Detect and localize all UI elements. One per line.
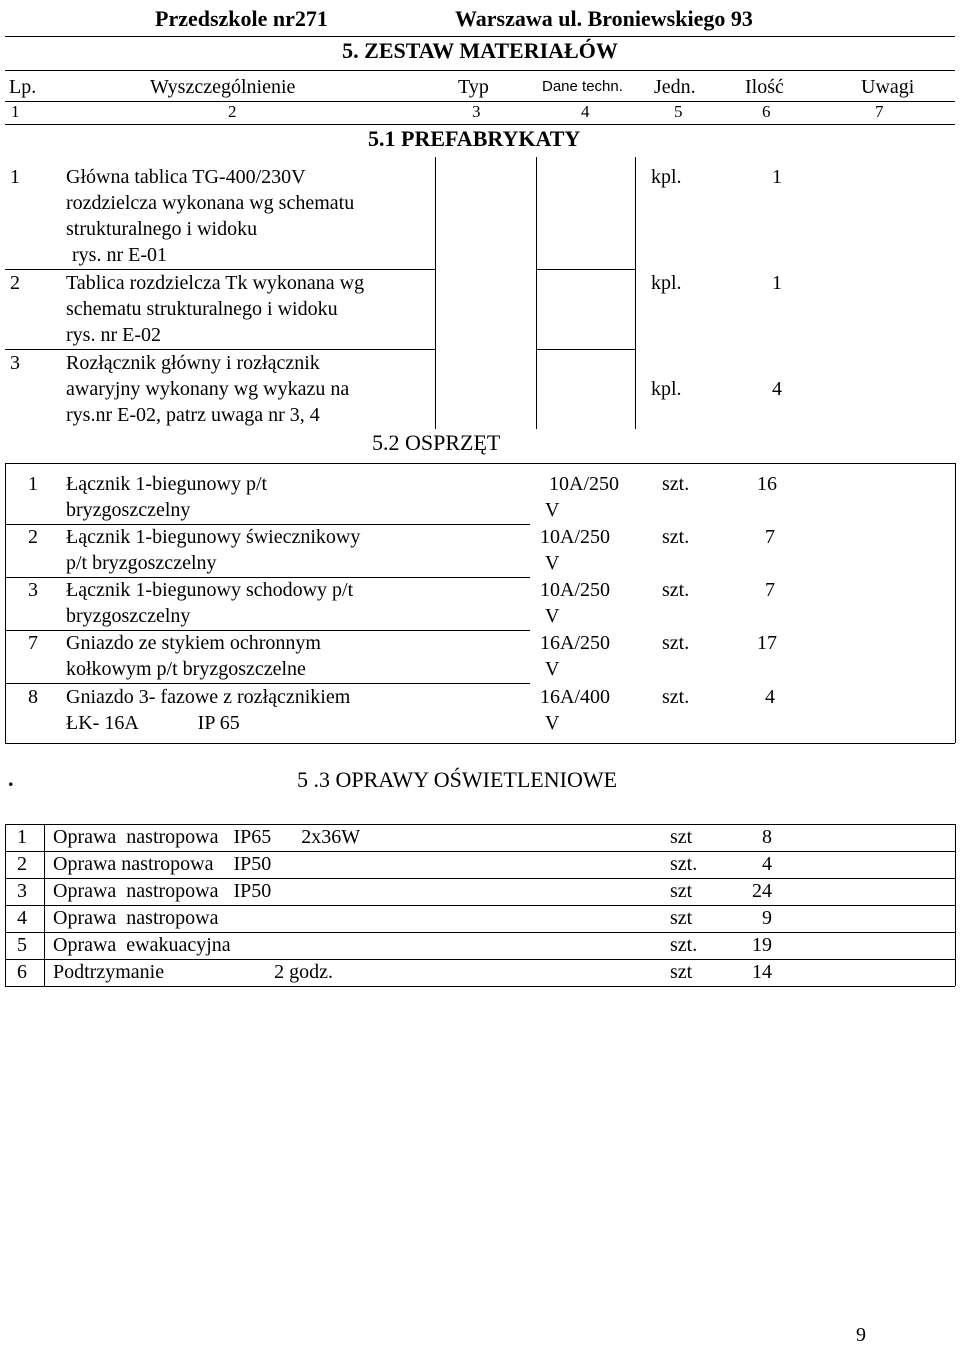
row-tech-data: 10A/250 [540, 579, 610, 601]
table-row-quantity: 8 [762, 826, 772, 848]
row-description: Tablica rozdzielcza Tk wykonana wg [66, 272, 365, 294]
divider [5, 743, 955, 744]
divider [5, 630, 530, 631]
divider [5, 824, 6, 986]
row-lp: 7 [28, 632, 38, 654]
row-description: awaryjny wykonany wg wykazu na [66, 378, 350, 400]
col-header-lp: Lp. [9, 76, 37, 98]
row-description: bryzgoszczelny [66, 605, 191, 627]
divider [5, 70, 955, 71]
divider [955, 463, 956, 743]
row-unit: kpl. [651, 272, 682, 294]
row-description: p/t bryzgoszczelny [66, 552, 217, 574]
row-tech-data: 16A/250 [540, 632, 610, 654]
table-row-quantity: 4 [762, 853, 772, 875]
table-row-quantity: 24 [752, 880, 772, 902]
row-description: kołkowym p/t bryzgoszczelne [66, 658, 306, 680]
table-row-name: Oprawa nastropowa [53, 907, 219, 929]
row-quantity: 16 [757, 473, 777, 495]
page-number: 9 [856, 1324, 866, 1346]
table-row-lp: 6 [17, 961, 27, 983]
table-row-quantity: 19 [752, 934, 772, 956]
col-number: 1 [11, 102, 20, 121]
row-lp: 3 [10, 352, 20, 374]
divider [5, 959, 955, 960]
table-row-name: Oprawa ewakuacyjna [53, 934, 231, 956]
row-quantity: 17 [757, 632, 777, 654]
section-title-osprzet: 5.2 OSPRZĘT [372, 430, 501, 455]
table-row-name: Oprawa nastropowa IP50 [53, 853, 272, 875]
divider [5, 524, 530, 525]
row-tech-data: V [545, 552, 560, 574]
row-description: rys.nr E-02, patrz uwaga nr 3, 4 [66, 404, 320, 426]
row-lp: 1 [10, 166, 20, 188]
row-description: Główna tablica TG-400/230V [66, 166, 306, 188]
row-quantity: 1 [772, 272, 782, 294]
row-tech-data: 16A/400 [540, 686, 610, 708]
row-unit: szt. [662, 579, 690, 601]
row-unit: kpl. [651, 166, 682, 188]
col-number: 7 [875, 102, 884, 121]
row-description: strukturalnego i widoku [66, 218, 258, 240]
table-row-name: Oprawa nastropowa IP65 2x36W [53, 826, 361, 848]
divider [5, 986, 955, 987]
divider [536, 157, 537, 429]
row-quantity: 4 [765, 686, 775, 708]
row-unit: szt. [662, 473, 690, 495]
table-row-unit: szt. [670, 853, 698, 875]
table-row-quantity: 9 [762, 907, 772, 929]
row-description: rozdzielcza wykonana wg schematu [66, 192, 355, 214]
divider [536, 269, 635, 270]
col-number: 2 [228, 102, 237, 121]
divider [5, 851, 955, 852]
col-header-dane: Dane techn. [542, 78, 623, 95]
row-tech-data: V [545, 605, 560, 627]
table-row-lp: 5 [17, 934, 27, 956]
row-lp: 2 [10, 272, 20, 294]
row-quantity: 1 [772, 166, 782, 188]
divider [5, 463, 6, 743]
col-header-jedn: Jedn. [654, 76, 696, 98]
school-name: Przedszkole nr271 [155, 6, 328, 31]
row-tech-data: V [545, 658, 560, 680]
row-quantity: 7 [765, 579, 775, 601]
table-row-lp: 4 [17, 907, 27, 929]
row-lp: 2 [28, 526, 38, 548]
row-description: Gniazdo 3- fazowe z rozłącznikiem [66, 686, 351, 708]
row-lp: 8 [28, 686, 38, 708]
col-header-uwagi: Uwagi [861, 76, 915, 98]
row-quantity: 4 [772, 378, 782, 400]
row-description: Gniazdo ze stykiem ochronnym [66, 632, 321, 654]
row-tech-data: 10A/250 [540, 526, 610, 548]
table-row-unit: szt [670, 961, 693, 983]
row-tech-data: V [545, 712, 560, 734]
table-row-quantity: 14 [752, 961, 772, 983]
divider [5, 932, 955, 933]
divider [5, 905, 955, 906]
divider [44, 824, 45, 986]
divider [5, 36, 955, 37]
divider [5, 349, 435, 350]
divider [5, 683, 530, 684]
divider [5, 124, 955, 125]
table-row-unit: szt [670, 907, 693, 929]
section-title-oprawy: 5 .3 OPRAWY OŚWIETLENIOWE [297, 767, 618, 792]
col-header-ilosc: Ilość [745, 76, 784, 98]
divider [435, 157, 436, 429]
row-description: Rozłącznik główny i rozłącznik [66, 352, 320, 374]
row-description: Łącznik 1-biegunowy świecznikowy [66, 526, 361, 548]
row-tech-data: 10A/250 [549, 473, 619, 495]
col-number: 6 [762, 102, 771, 121]
table-row-name: Oprawa nastropowa IP50 [53, 880, 272, 902]
col-header-wyszczegolnienie: Wyszczególnienie [150, 76, 296, 98]
col-header-typ: Typ [458, 76, 489, 98]
table-row-unit: szt [670, 826, 693, 848]
divider [5, 824, 955, 825]
row-unit: szt. [662, 526, 690, 548]
divider [635, 157, 636, 429]
row-description: schematu strukturalnego i widoku [66, 298, 338, 320]
row-unit: szt. [662, 686, 690, 708]
row-unit: kpl. [651, 378, 682, 400]
divider [536, 349, 635, 350]
row-description: bryzgoszczelny [66, 499, 191, 521]
row-quantity: 7 [765, 526, 775, 548]
section-dot: . [8, 766, 14, 791]
row-description: rys. nr E-01 [72, 244, 167, 266]
divider [5, 878, 955, 879]
row-description: Łącznik 1-biegunowy schodowy p/t [66, 579, 354, 601]
row-description: rys. nr E-02 [66, 324, 161, 346]
row-tech-data: V [545, 499, 560, 521]
divider [5, 463, 955, 464]
row-lp: 3 [28, 579, 38, 601]
col-number: 4 [581, 102, 590, 121]
col-number: 5 [674, 102, 683, 121]
row-unit: szt. [662, 632, 690, 654]
divider [5, 269, 435, 270]
table-row-lp: 2 [17, 853, 27, 875]
row-description: Łącznik 1-biegunowy p/t [66, 473, 268, 495]
table-row-unit: szt [670, 880, 693, 902]
table-row-name: Podtrzymanie 2 godz. [53, 961, 333, 983]
section-title-prefabrykaty: 5.1 PREFABRYKATY [368, 126, 581, 151]
divider [955, 824, 956, 986]
table-row-lp: 3 [17, 880, 27, 902]
row-lp: 1 [28, 473, 38, 495]
table-row-unit: szt. [670, 934, 698, 956]
row-description: ŁK- 16A IP 65 [66, 712, 240, 734]
col-number: 3 [472, 102, 481, 121]
page-title: 5. ZESTAW MATERIAŁÓW [342, 38, 618, 63]
table-row-lp: 1 [17, 826, 27, 848]
school-address: Warszawa ul. Broniewskiego 93 [455, 6, 753, 31]
divider [5, 577, 530, 578]
